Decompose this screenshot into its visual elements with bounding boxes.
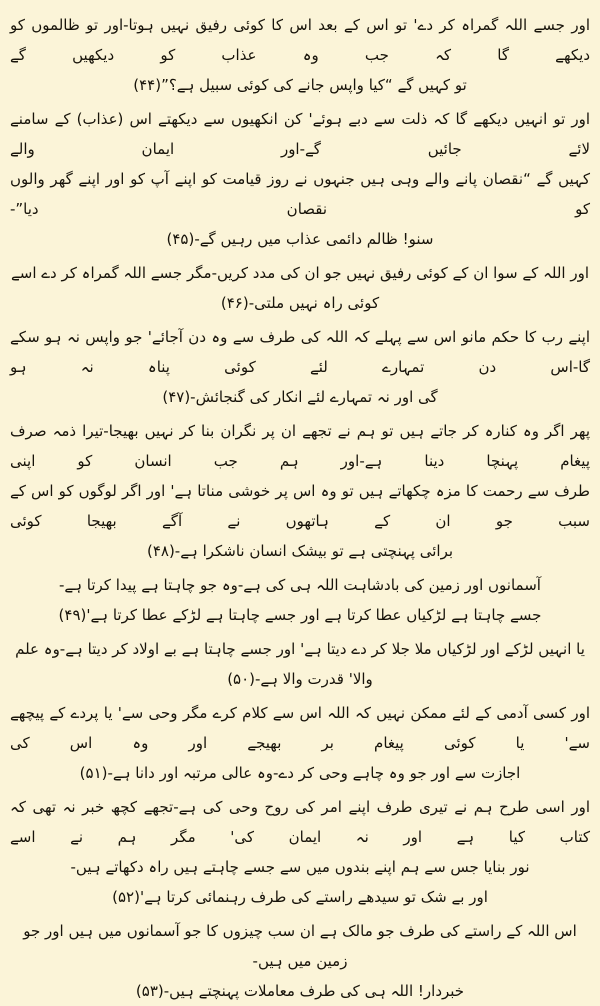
verse-paragraph-47 (10, 322, 590, 412)
verse-line: گی اور نہ تمہارے لئے انکار کی گنجائش-(۴۷) (162, 388, 438, 406)
verse-line: یا انہیں لڑکے اور لڑکیاں ملا جلا کر دے دیتا ہے' اور جسے چاہتا ہے بے اولاد کر دیتا ہے-وہ علم والا' قدرت والا ہے-(۵۰) (15, 640, 585, 688)
verse-line: اور جسے اللہ گمراہ کر دے' تو اس کے بعد اس کا کوئی رفیق نہیں ہوتا-اور تو ظالموں کو دیکھے گا کہ جب وہ عذاب کو دیکھیں گے (10, 16, 590, 64)
verse-paragraph-49 (10, 570, 590, 630)
verse-paragraph-52 (10, 792, 590, 912)
verse-paragraph-44 (10, 10, 590, 100)
verse-line: تو کہیں گے “کیا واپس جانے کی کوئی سبیل ہے؟”(۴۴) (133, 76, 467, 94)
verse-line: اور اللہ کے سوا ان کے کوئی رفیق نہیں جو ان کی مدد کریں-مگر جسے اللہ گمراہ کر دے اسے کوئی راہ نہیں ملتی-(۴۶) (10, 264, 590, 312)
verse-paragraph-51 (10, 698, 590, 788)
verse-paragraph-50 (10, 634, 590, 694)
verse-line: خبردار! اللہ ہی کی طرف معاملات پہنچتے ہیں-(۵۳) (135, 982, 465, 1000)
verse-line: اور تو انہیں دیکھے گا کہ ذلت سے دبے ہوئے' کن انکھیوں سے دیکھتے اس (عذاب) کے سامنے لائے جائیں گے-اور ایمان والے (10, 110, 590, 158)
verse-line: نور بنایا جس سے ہم اپنے بندوں میں سے جسے چاہتے ہیں راہ دکھاتے ہیں- (70, 858, 530, 876)
verse-line: اجازت سے اور جو وہ چاہے وحی کر دے-وہ عالی مرتبہ اور دانا ہے-(۵۱) (79, 764, 521, 782)
verse-line: پھر اگر وہ کنارہ کر جاتے ہیں تو ہم نے تجھے ان پر نگران بنا کر نہیں بھیجا-تیرا ذمہ صرف پیغام پہنچا دینا ہے-اور ہم جب انسان کو اپنی (10, 422, 590, 470)
verse-line: اس اللہ کے راستے کی طرف جو مالک ہے ان سب چیزوں کا جو آسمانوں میں ہیں اور جو زمین میں ہیں- (23, 922, 577, 970)
verse-line: آسمانوں اور زمین کی بادشاہت اللہ ہی کی ہے-وہ جو چاہتا ہے پیدا کرتا ہے- (59, 576, 541, 594)
verse-paragraph-48 (10, 416, 590, 566)
verse-paragraph-46 (10, 258, 590, 318)
verse-line: اور کسی آدمی کے لئے ممکن نہیں کہ اللہ اس سے کلام کرے مگر وحی سے' یا پردے کے پیچھے سے' یا کوئی پیغام بر بھیجے اور وہ اس کی (10, 704, 590, 752)
verse-line: کہیں گے “نقصان پانے والے وہی ہیں جنہوں نے روز قیامت کو اپنے آپ کو اور اپنے گھر والوں کو نقصان دیا”- (10, 170, 590, 218)
verse-paragraph-53 (10, 916, 590, 1006)
verse-line: طرف سے رحمت کا مزہ چکھاتے ہیں تو وہ اس پر خوشی مناتا ہے' اور اگر لوگوں کو اس کے سبب جو ان کے ہاتھوں نے آگے بھیجا کوئی (10, 482, 590, 530)
verse-line: جسے چاہتا ہے لڑکیاں عطا کرتا ہے اور جسے چاہتا ہے لڑکے عطا کرتا ہے'(۴۹) (58, 606, 542, 624)
verse-line: سنو! ظالم دائمی عذاب میں رہیں گے-(۴۵) (166, 230, 434, 248)
verse-line: برائی پہنچتی ہے تو بیشک انسان ناشکرا ہے-(۴۸) (146, 542, 454, 560)
verse-line: اور بے شک تو سیدھے راستے کی طرف رہنمائی کرتا ہے'(۵۲) (112, 888, 488, 906)
verse-line: اپنے رب کا حکم مانو اس سے پہلے کہ اللہ کی طرف سے وہ دن آجائے' جو واپس نہ ہو سکے گا-اس دن تمہارے لئے کوئی پناہ نہ ہو (10, 328, 590, 376)
verse-paragraph-45 (10, 104, 590, 254)
verse-line: اور اسی طرح ہم نے تیری طرف اپنے امر کی روح وحی کی ہے-تجھے کچھ خبر نہ تھی کہ کتاب کیا ہے اور نہ ایمان کی' مگر ہم نے اسے (10, 798, 590, 846)
